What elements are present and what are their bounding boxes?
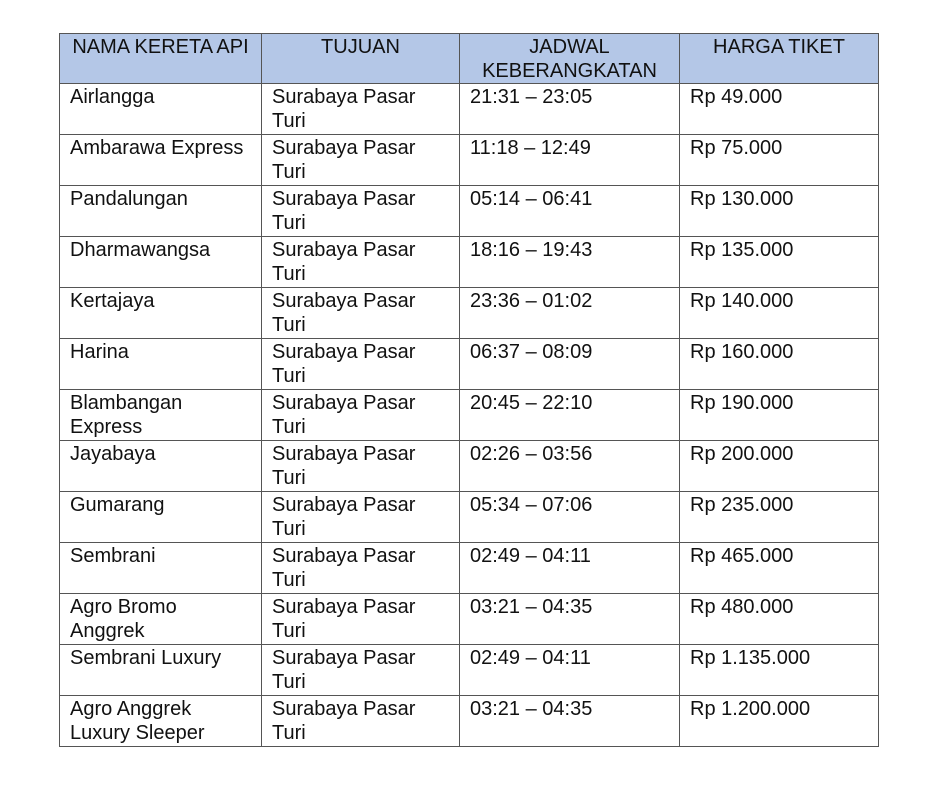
train-name-cell: Agro Bromo Anggrek	[60, 594, 262, 645]
train-name-cell: Blambangan Express	[60, 390, 262, 441]
header-destination: TUJUAN	[262, 34, 460, 84]
train-schedule-table-container	[59, 33, 879, 747]
schedule-cell: 02:49 – 04:11	[460, 543, 680, 594]
train-name-cell: Sembrani	[60, 543, 262, 594]
table-row	[60, 594, 879, 645]
destination-cell: Surabaya Pasar Turi	[262, 645, 460, 696]
schedule-cell: 03:21 – 04:35	[460, 696, 680, 747]
train-name-cell: Agro Anggrek Luxury Sleeper	[60, 696, 262, 747]
train-name-cell: Ambarawa Express	[60, 135, 262, 186]
destination-cell: Surabaya Pasar Turi	[262, 135, 460, 186]
price-cell: Rp 190.000	[680, 390, 879, 441]
train-name-cell: Airlangga	[60, 84, 262, 135]
train-name-cell: Dharmawangsa	[60, 237, 262, 288]
destination-cell: Surabaya Pasar Turi	[262, 594, 460, 645]
price-cell: Rp 130.000	[680, 186, 879, 237]
schedule-cell: 02:49 – 04:11	[460, 645, 680, 696]
price-cell: Rp 200.000	[680, 441, 879, 492]
table-row	[60, 492, 879, 543]
price-cell: Rp 75.000	[680, 135, 879, 186]
table-row	[60, 441, 879, 492]
price-cell: Rp 235.000	[680, 492, 879, 543]
header-ticket-price: HARGA TIKET	[680, 34, 879, 84]
price-cell: Rp 465.000	[680, 543, 879, 594]
destination-cell: Surabaya Pasar Turi	[262, 441, 460, 492]
table-row	[60, 135, 879, 186]
schedule-cell: 23:36 – 01:02	[460, 288, 680, 339]
table-row	[60, 645, 879, 696]
train-name-cell: Jayabaya	[60, 441, 262, 492]
destination-cell: Surabaya Pasar Turi	[262, 492, 460, 543]
schedule-cell: 05:34 – 07:06	[460, 492, 680, 543]
destination-cell: Surabaya Pasar Turi	[262, 696, 460, 747]
schedule-cell: 03:21 – 04:35	[460, 594, 680, 645]
header-row	[60, 34, 879, 84]
header-schedule: JADWAL KEBERANGKATAN	[460, 34, 680, 84]
table-row	[60, 696, 879, 747]
price-cell: Rp 49.000	[680, 84, 879, 135]
train-name-cell: Pandalungan	[60, 186, 262, 237]
schedule-cell: 06:37 – 08:09	[460, 339, 680, 390]
price-cell: Rp 135.000	[680, 237, 879, 288]
table-row	[60, 288, 879, 339]
table-header	[60, 34, 879, 84]
destination-cell: Surabaya Pasar Turi	[262, 84, 460, 135]
table-body	[60, 84, 879, 747]
train-name-cell: Harina	[60, 339, 262, 390]
price-cell: Rp 160.000	[680, 339, 879, 390]
table-row	[60, 186, 879, 237]
destination-cell: Surabaya Pasar Turi	[262, 339, 460, 390]
price-cell: Rp 1.135.000	[680, 645, 879, 696]
destination-cell: Surabaya Pasar Turi	[262, 186, 460, 237]
train-name-cell: Kertajaya	[60, 288, 262, 339]
table-row	[60, 237, 879, 288]
train-name-cell: Sembrani Luxury	[60, 645, 262, 696]
schedule-cell: 21:31 – 23:05	[460, 84, 680, 135]
header-train-name: NAMA KERETA API	[60, 34, 262, 84]
price-cell: Rp 140.000	[680, 288, 879, 339]
destination-cell: Surabaya Pasar Turi	[262, 288, 460, 339]
schedule-cell: 05:14 – 06:41	[460, 186, 680, 237]
destination-cell: Surabaya Pasar Turi	[262, 390, 460, 441]
schedule-cell: 11:18 – 12:49	[460, 135, 680, 186]
table-row	[60, 390, 879, 441]
destination-cell: Surabaya Pasar Turi	[262, 543, 460, 594]
train-name-cell: Gumarang	[60, 492, 262, 543]
schedule-cell: 20:45 – 22:10	[460, 390, 680, 441]
table-row	[60, 543, 879, 594]
table-row	[60, 84, 879, 135]
destination-cell: Surabaya Pasar Turi	[262, 237, 460, 288]
table-row	[60, 339, 879, 390]
schedule-cell: 18:16 – 19:43	[460, 237, 680, 288]
price-cell: Rp 1.200.000	[680, 696, 879, 747]
schedule-cell: 02:26 – 03:56	[460, 441, 680, 492]
price-cell: Rp 480.000	[680, 594, 879, 645]
train-schedule-table	[59, 33, 879, 747]
